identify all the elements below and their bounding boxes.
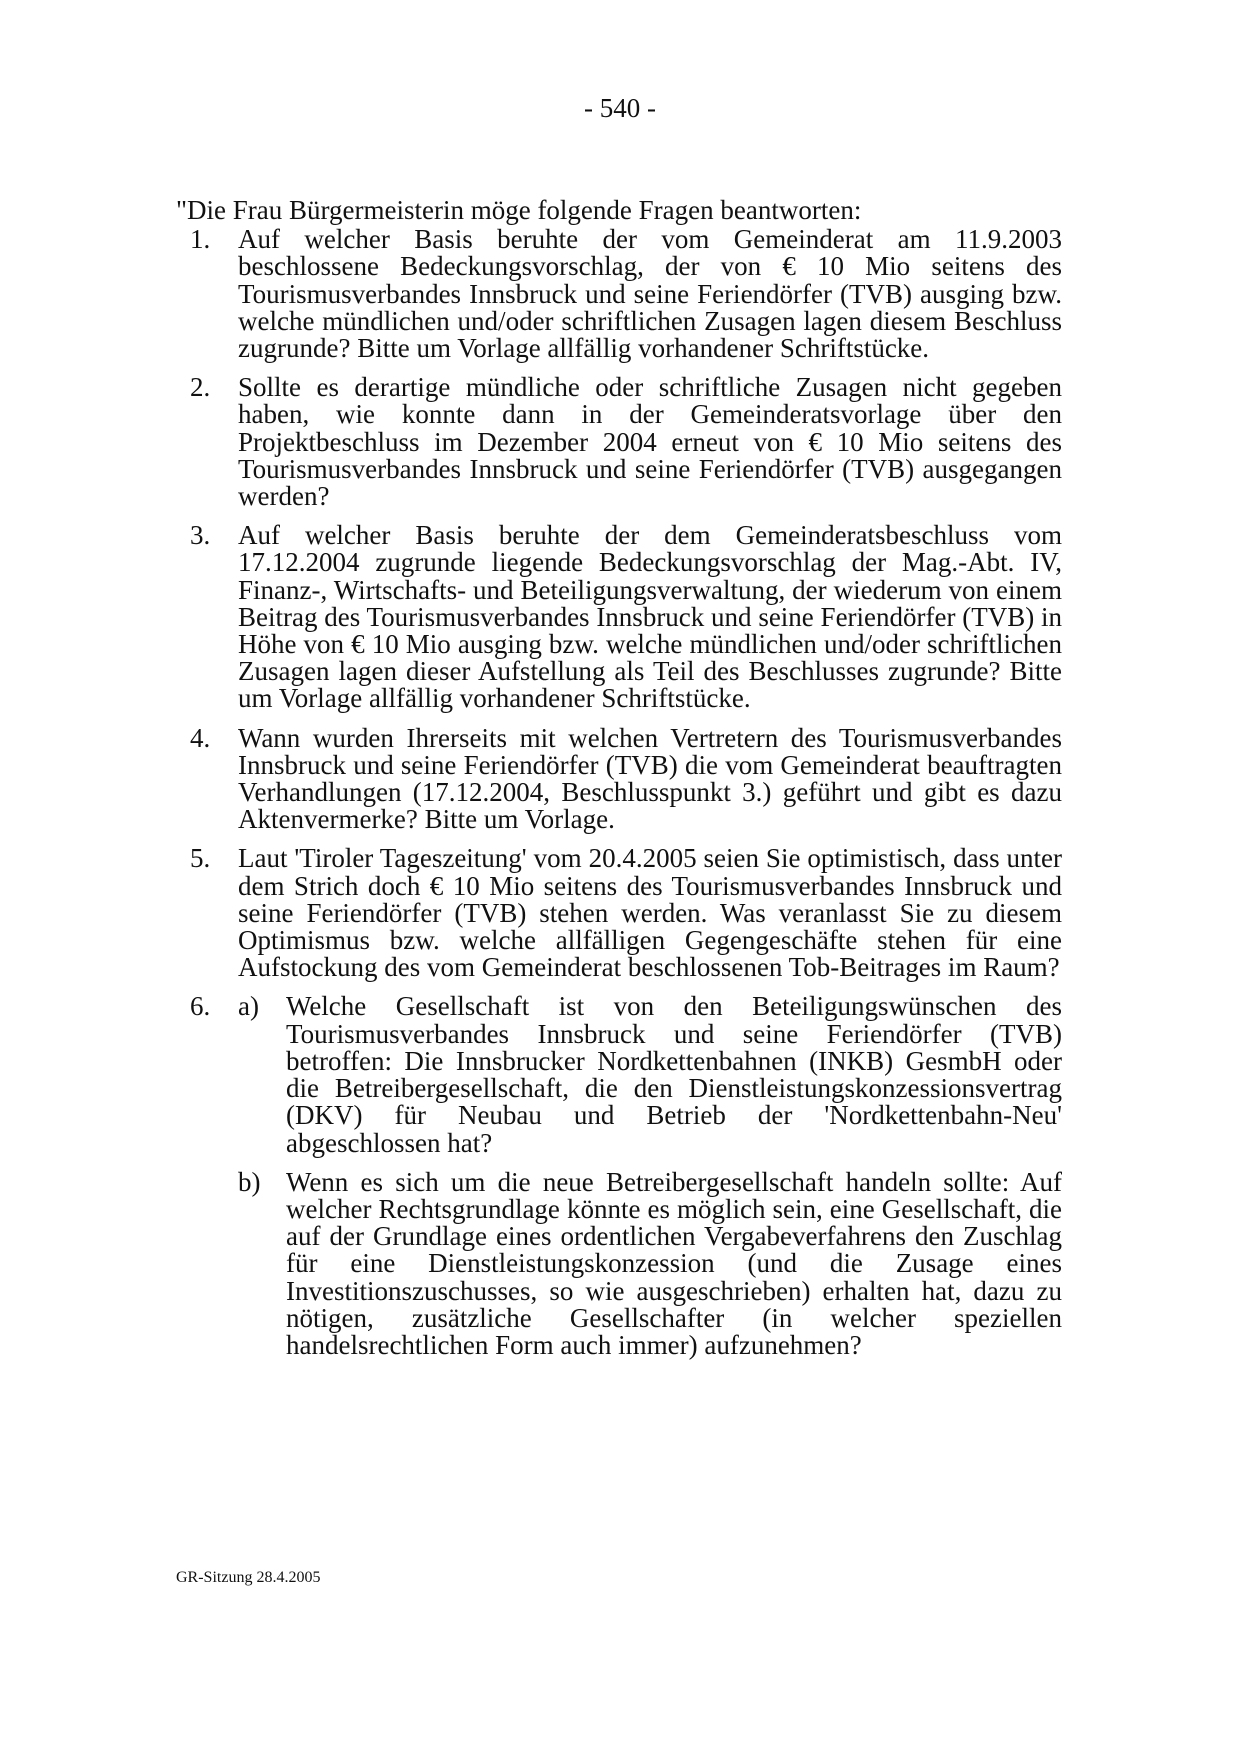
- document-body: [176, 197, 1062, 1371]
- intro-paragraph: "Die Frau Bürgermeisterin möge folgende Fragen beantworten:: [176, 195, 862, 225]
- sub-question-text: Wenn es sich um die neue Betreibergesellschaft handeln sollte: Auf welcher Rechtsgrundlage könnte es möglich sein, eine Gesellschaft, die auf der Grundlage eines ordentlichen Vergabeverfahrens den Zuschlag für eine Dienstleistungskonzession (und die Zusage eines Investitionszuschusses, so wie ausgeschrieben) erhalten hat, dazu zu nötigen, zusätzliche Gesellschafter (in welcher speziellen handelsrechtlichen Form auch immer) aufzunehmen?: [286, 1166, 1062, 1360]
- page-number: - 540 -: [584, 93, 656, 123]
- footer-session-label: GR-Sitzung 28.4.2005: [176, 1569, 321, 1586]
- question-number: 4.: [190, 722, 211, 753]
- question-item-6: [176, 993, 1062, 1359]
- question-number: 5.: [190, 843, 211, 874]
- sub-question-b: [238, 1166, 1062, 1360]
- question-item: [176, 374, 1062, 510]
- sub-question-a: [238, 993, 1062, 1156]
- question-item: [176, 226, 1062, 362]
- sub-question-letter: b): [238, 1166, 261, 1197]
- question-item: [176, 845, 1062, 981]
- question-number: 1.: [190, 224, 211, 255]
- question-number: 6.: [190, 991, 211, 1022]
- question-text: Sollte es derartige mündliche oder schriftliche Zusagen nicht gegeben haben, wie konnte dann in der Gemeinderatsvorlage über den Projektbeschluss im Dezember 2004 erneut von € 10 Mio seitens des Tourismusverbandes Innsbruck und seine Feriendörfer (TVB) ausgegangen werden?: [238, 372, 1062, 512]
- question-number: 3.: [190, 520, 211, 551]
- sub-question-letter: a): [238, 991, 259, 1022]
- question-text: Laut 'Tiroler Tageszeitung' vom 20.4.2005 seien Sie optimistisch, dass unter dem Strich doch € 10 Mio seitens des Tourismusverbandes Innsbruck und seine Feriendörfer (TVB) stehen werden. Was veranlasst Sie zu diesem Optimismus bzw. welche allfälligen Gegengeschäfte stehen für eine Aufstockung des vom Gemeinderat beschlossenen Tob-Beitrages im Raum?: [238, 843, 1062, 983]
- question-item: [176, 722, 1062, 835]
- question-number: 2.: [190, 372, 211, 403]
- sub-question-text: Welche Gesellschaft ist von den Beteiligungswünschen des Tourismusverbandes Innsbruck und seine Feriendörfer (TVB) betroffen: Die Innsbrucker Nordkettenbahnen (INKB) GesmbH oder die Betreibergesellschaft, die den Dienstleistungskonzessionsvertrag (DKV) für Neubau und Betrieb der 'Nordkettenbahn-Neu' abgeschlossen hat?: [286, 991, 1062, 1158]
- question-text: Auf welcher Basis beruhte der dem Gemeinderatsbeschluss vom 17.12.2004 zugrunde liegende Bedeckungsvorschlag der Mag.-Abt. IV, Finanz-, Wirtschafts- und Beteiligungsverwaltung, der wiederum von einem Beitrag des Tourismusverbandes Innsbruck und seine Feriendörfer (TVB) in Höhe von € 10 Mio ausging bzw. welche mündlichen und/oder schriftlichen Zusagen lagen dieser Aufstellung als Teil des Beschlusses zugrunde? Bitte um Vorlage allfällig vorhandener Schriftstücke.: [238, 520, 1062, 714]
- question-text: Auf welcher Basis beruhte der vom Gemeinderat am 11.9.2003 beschlossene Bedeckungsvorschlag, der von € 10 Mio seitens des Tourismusverbandes Innsbruck und seine Feriendörfer (TVB) ausging bzw. welche mündlichen und/oder schriftlichen Zusagen lagen diesem Beschluss zugrunde? Bitte um Vorlage allfällig vorhandener Schriftstücke.: [238, 224, 1062, 364]
- question-text: Wann wurden Ihrerseits mit welchen Vertretern des Tourismusverbandes Innsbruck und seine Feriendörfer (TVB) die vom Gemeinderat beauftragten Verhandlungen (17.12.2004, Beschlusspunkt 3.) geführt und gibt es dazu Aktenvermerke? Bitte um Vorlage.: [238, 722, 1062, 835]
- question-item: [176, 522, 1062, 712]
